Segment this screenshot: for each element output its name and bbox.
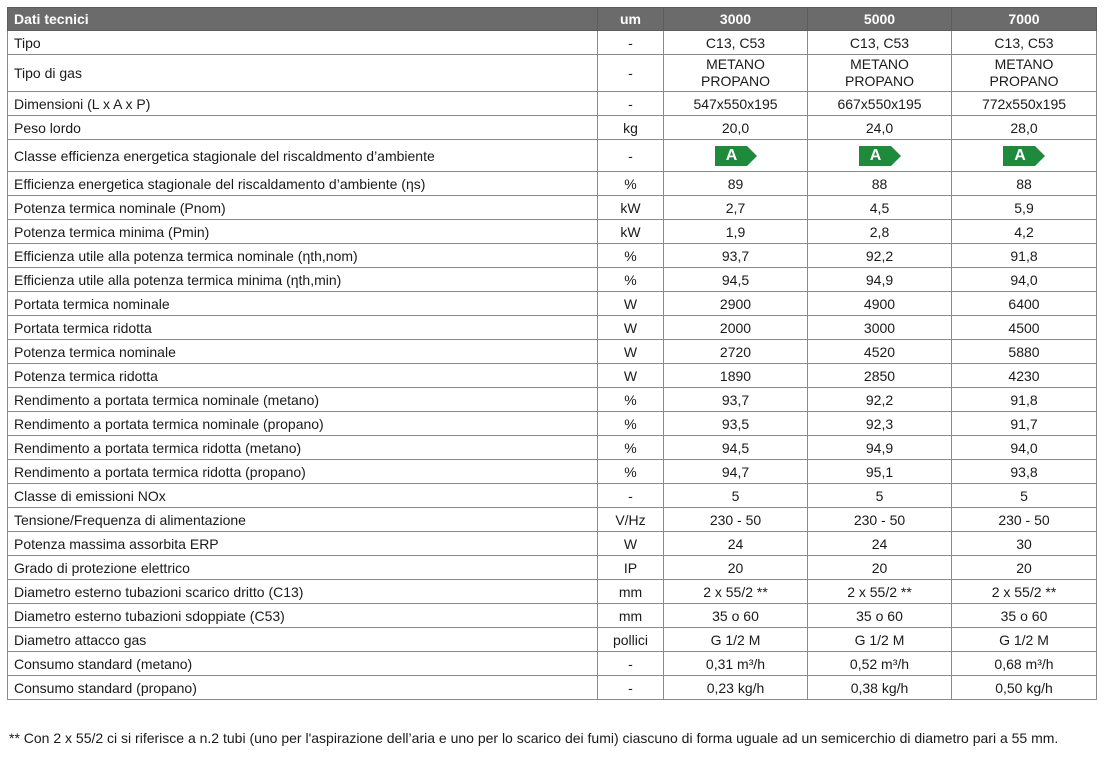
row-unit: mm bbox=[598, 580, 664, 604]
energy-class-letter: A bbox=[725, 146, 738, 164]
row-value-5000: C13, C53 bbox=[808, 31, 952, 55]
row-value-3000: G 1/2 M bbox=[664, 628, 808, 652]
row-unit: W bbox=[598, 340, 664, 364]
row-unit: % bbox=[598, 388, 664, 412]
row-value-7000: 91,8 bbox=[952, 244, 1097, 268]
row-unit: - bbox=[598, 484, 664, 508]
table-row bbox=[8, 292, 1097, 316]
header-model-5000: 5000 bbox=[808, 8, 952, 31]
row-label: Efficienza utile alla potenza termica minima (ηth,min) bbox=[8, 268, 598, 292]
row-value-7000: 4230 bbox=[952, 364, 1097, 388]
row-value-3000: 1890 bbox=[664, 364, 808, 388]
row-value-5000: 5 bbox=[808, 484, 952, 508]
row-value-3000 bbox=[664, 140, 808, 172]
row-label: Tensione/Frequenza di alimentazione bbox=[8, 508, 598, 532]
row-value-7000 bbox=[952, 55, 1097, 92]
row-label: Diametro attacco gas bbox=[8, 628, 598, 652]
row-value-3000: 2000 bbox=[664, 316, 808, 340]
table-row bbox=[8, 92, 1097, 116]
table-row bbox=[8, 268, 1097, 292]
table-row bbox=[8, 340, 1097, 364]
row-label: Potenza massima assorbita ERP bbox=[8, 532, 598, 556]
row-unit: % bbox=[598, 268, 664, 292]
row-value-3000: 2 x 55/2 ** bbox=[664, 580, 808, 604]
table-row bbox=[8, 556, 1097, 580]
row-value-7000: 20 bbox=[952, 556, 1097, 580]
row-value-3000: 230 - 50 bbox=[664, 508, 808, 532]
row-label: Diametro esterno tubazioni scarico dritto (C13) bbox=[8, 580, 598, 604]
row-value-3000: 1,9 bbox=[664, 220, 808, 244]
row-label: Rendimento a portata termica ridotta (metano) bbox=[8, 436, 598, 460]
row-value-5000: 88 bbox=[808, 172, 952, 196]
row-value-7000: 2 x 55/2 ** bbox=[952, 580, 1097, 604]
row-unit: % bbox=[598, 412, 664, 436]
row-value-3000: 94,7 bbox=[664, 460, 808, 484]
row-value-3000: 93,7 bbox=[664, 244, 808, 268]
row-label: Consumo standard (metano) bbox=[8, 652, 598, 676]
row-label: Dimensioni (L x A x P) bbox=[8, 92, 598, 116]
header-model-3000: 3000 bbox=[664, 8, 808, 31]
table-row bbox=[8, 580, 1097, 604]
row-unit: % bbox=[598, 436, 664, 460]
row-value-5000: 667x550x195 bbox=[808, 92, 952, 116]
row-value-5000: 20 bbox=[808, 556, 952, 580]
row-value-7000: 5 bbox=[952, 484, 1097, 508]
row-value-3000: 35 o 60 bbox=[664, 604, 808, 628]
row-value-3000: 24 bbox=[664, 532, 808, 556]
row-value-7000: 35 o 60 bbox=[952, 604, 1097, 628]
row-value-5000: 230 - 50 bbox=[808, 508, 952, 532]
row-label: Potenza termica nominale bbox=[8, 340, 598, 364]
row-value-3000: 2900 bbox=[664, 292, 808, 316]
gas-type-line: METANO bbox=[706, 56, 765, 72]
row-label: Portata termica nominale bbox=[8, 292, 598, 316]
row-value-5000: 24 bbox=[808, 532, 952, 556]
gas-type-line: PROPANO bbox=[989, 73, 1059, 89]
row-unit: W bbox=[598, 532, 664, 556]
row-value-5000: 35 o 60 bbox=[808, 604, 952, 628]
row-value-5000 bbox=[808, 55, 952, 92]
row-value-5000: 0,38 kg/h bbox=[808, 676, 952, 700]
row-value-7000: 91,7 bbox=[952, 412, 1097, 436]
row-unit: kW bbox=[598, 196, 664, 220]
table-row bbox=[8, 172, 1097, 196]
row-label: Consumo standard (propano) bbox=[8, 676, 598, 700]
row-unit: - bbox=[598, 140, 664, 172]
row-unit: W bbox=[598, 292, 664, 316]
row-unit: % bbox=[598, 172, 664, 196]
row-label: Tipo di gas bbox=[8, 55, 598, 92]
row-unit: kW bbox=[598, 220, 664, 244]
row-label: Portata termica ridotta bbox=[8, 316, 598, 340]
table-row bbox=[8, 460, 1097, 484]
technical-data-table bbox=[7, 7, 1097, 700]
row-value-5000: 92,2 bbox=[808, 244, 952, 268]
row-value-5000: 4900 bbox=[808, 292, 952, 316]
row-value-3000: 2720 bbox=[664, 340, 808, 364]
energy-class-letter: A bbox=[869, 146, 882, 164]
row-value-5000: 92,2 bbox=[808, 388, 952, 412]
table-row bbox=[8, 364, 1097, 388]
table-row bbox=[8, 196, 1097, 220]
table-row bbox=[8, 244, 1097, 268]
row-value-3000: 93,7 bbox=[664, 388, 808, 412]
row-value-3000: 547x550x195 bbox=[664, 92, 808, 116]
row-value-5000: 2850 bbox=[808, 364, 952, 388]
table-row bbox=[8, 316, 1097, 340]
row-unit: - bbox=[598, 676, 664, 700]
row-value-3000: 0,31 m³/h bbox=[664, 652, 808, 676]
row-value-5000: 24,0 bbox=[808, 116, 952, 140]
row-value-7000: G 1/2 M bbox=[952, 628, 1097, 652]
row-unit: - bbox=[598, 652, 664, 676]
row-value-7000: 5,9 bbox=[952, 196, 1097, 220]
row-value-7000: 0,50 kg/h bbox=[952, 676, 1097, 700]
row-value-5000: 94,9 bbox=[808, 436, 952, 460]
table-header-row bbox=[8, 8, 1097, 31]
row-value-3000: C13, C53 bbox=[664, 31, 808, 55]
row-value-7000: 4500 bbox=[952, 316, 1097, 340]
row-label: Efficienza utile alla potenza termica nominale (ηth,nom) bbox=[8, 244, 598, 268]
row-value-5000: 2 x 55/2 ** bbox=[808, 580, 952, 604]
energy-class-arrow-icon bbox=[859, 146, 901, 166]
table-row bbox=[8, 604, 1097, 628]
table-row bbox=[8, 676, 1097, 700]
row-label: Peso lordo bbox=[8, 116, 598, 140]
row-value-7000: 94,0 bbox=[952, 436, 1097, 460]
row-value-3000: 94,5 bbox=[664, 268, 808, 292]
table-row bbox=[8, 436, 1097, 460]
row-unit: W bbox=[598, 316, 664, 340]
table-row bbox=[8, 532, 1097, 556]
energy-class-letter: A bbox=[1014, 146, 1026, 164]
row-unit: pollici bbox=[598, 628, 664, 652]
row-value-7000: 91,8 bbox=[952, 388, 1097, 412]
table-row bbox=[8, 140, 1097, 172]
row-value-7000: 88 bbox=[952, 172, 1097, 196]
row-label: Classe di emissioni NOx bbox=[8, 484, 598, 508]
row-unit: mm bbox=[598, 604, 664, 628]
row-value-5000: 92,3 bbox=[808, 412, 952, 436]
row-value-5000: 94,9 bbox=[808, 268, 952, 292]
row-value-7000: 30 bbox=[952, 532, 1097, 556]
row-unit: IP bbox=[598, 556, 664, 580]
row-value-3000: 0,23 kg/h bbox=[664, 676, 808, 700]
row-value-7000: C13, C53 bbox=[952, 31, 1097, 55]
row-value-7000: 4,2 bbox=[952, 220, 1097, 244]
header-label: Dati tecnici bbox=[8, 8, 598, 31]
row-value-3000: 20 bbox=[664, 556, 808, 580]
row-label: Grado di protezione elettrico bbox=[8, 556, 598, 580]
row-value-5000: 4,5 bbox=[808, 196, 952, 220]
row-unit: V/Hz bbox=[598, 508, 664, 532]
header-um: um bbox=[598, 8, 664, 31]
header-model-7000: 7000 bbox=[952, 8, 1097, 31]
table-row bbox=[8, 412, 1097, 436]
table-row bbox=[8, 484, 1097, 508]
gas-type-line: PROPANO bbox=[701, 73, 770, 89]
row-value-7000: 28,0 bbox=[952, 116, 1097, 140]
row-unit: % bbox=[598, 460, 664, 484]
row-value-5000: 2,8 bbox=[808, 220, 952, 244]
row-label: Potenza termica nominale (Pnom) bbox=[8, 196, 598, 220]
gas-type-line: METANO bbox=[994, 56, 1054, 72]
energy-class-arrow-icon bbox=[715, 146, 757, 166]
row-unit: - bbox=[598, 31, 664, 55]
row-unit: - bbox=[598, 92, 664, 116]
row-value-3000: 20,0 bbox=[664, 116, 808, 140]
row-value-7000: 5880 bbox=[952, 340, 1097, 364]
footnote: ** Con 2 x 55/2 ci si riferisce a n.2 tubi (uno per l'aspirazione dell’aria e uno per lo scarico dei fumi) ciascuno di forma uguale ad un semicerchio di diametro pari a 55 mm. bbox=[9, 730, 1059, 746]
row-label: Tipo bbox=[8, 31, 598, 55]
row-value-3000: 5 bbox=[664, 484, 808, 508]
row-value-7000: 772x550x195 bbox=[952, 92, 1097, 116]
row-label: Rendimento a portata termica ridotta (propano) bbox=[8, 460, 598, 484]
row-value-3000 bbox=[664, 55, 808, 92]
gas-type-line: METANO bbox=[850, 56, 909, 72]
table-row bbox=[8, 220, 1097, 244]
table-body bbox=[8, 31, 1097, 700]
row-unit: % bbox=[598, 244, 664, 268]
row-value-5000: 0,52 m³/h bbox=[808, 652, 952, 676]
row-unit: kg bbox=[598, 116, 664, 140]
row-value-7000: 230 - 50 bbox=[952, 508, 1097, 532]
row-label: Rendimento a portata termica nominale (metano) bbox=[8, 388, 598, 412]
row-unit: W bbox=[598, 364, 664, 388]
gas-type-line: PROPANO bbox=[845, 73, 914, 89]
row-value-5000: G 1/2 M bbox=[808, 628, 952, 652]
table-row bbox=[8, 55, 1097, 92]
row-value-3000: 89 bbox=[664, 172, 808, 196]
row-value-7000 bbox=[952, 140, 1097, 172]
row-value-5000 bbox=[808, 140, 952, 172]
table-row bbox=[8, 508, 1097, 532]
row-value-3000: 2,7 bbox=[664, 196, 808, 220]
energy-class-arrow-icon bbox=[1003, 146, 1045, 166]
table-row bbox=[8, 628, 1097, 652]
table-row bbox=[8, 31, 1097, 55]
table-row bbox=[8, 388, 1097, 412]
row-value-7000: 94,0 bbox=[952, 268, 1097, 292]
row-value-7000: 6400 bbox=[952, 292, 1097, 316]
row-value-3000: 94,5 bbox=[664, 436, 808, 460]
row-value-7000: 93,8 bbox=[952, 460, 1097, 484]
row-label: Rendimento a portata termica nominale (propano) bbox=[8, 412, 598, 436]
row-value-5000: 4520 bbox=[808, 340, 952, 364]
row-label: Efficienza energetica stagionale del riscaldamento d’ambiente (ηs) bbox=[8, 172, 598, 196]
row-value-3000: 93,5 bbox=[664, 412, 808, 436]
row-value-5000: 95,1 bbox=[808, 460, 952, 484]
row-value-5000: 3000 bbox=[808, 316, 952, 340]
row-label: Classe efficienza energetica stagionale del riscaldmento d’ambiente bbox=[8, 140, 598, 172]
row-value-7000: 0,68 m³/h bbox=[952, 652, 1097, 676]
table-row bbox=[8, 116, 1097, 140]
table-row bbox=[8, 652, 1097, 676]
row-label: Potenza termica ridotta bbox=[8, 364, 598, 388]
row-label: Diametro esterno tubazioni sdoppiate (C53) bbox=[8, 604, 598, 628]
row-label: Potenza termica minima (Pmin) bbox=[8, 220, 598, 244]
row-unit: - bbox=[598, 55, 664, 92]
